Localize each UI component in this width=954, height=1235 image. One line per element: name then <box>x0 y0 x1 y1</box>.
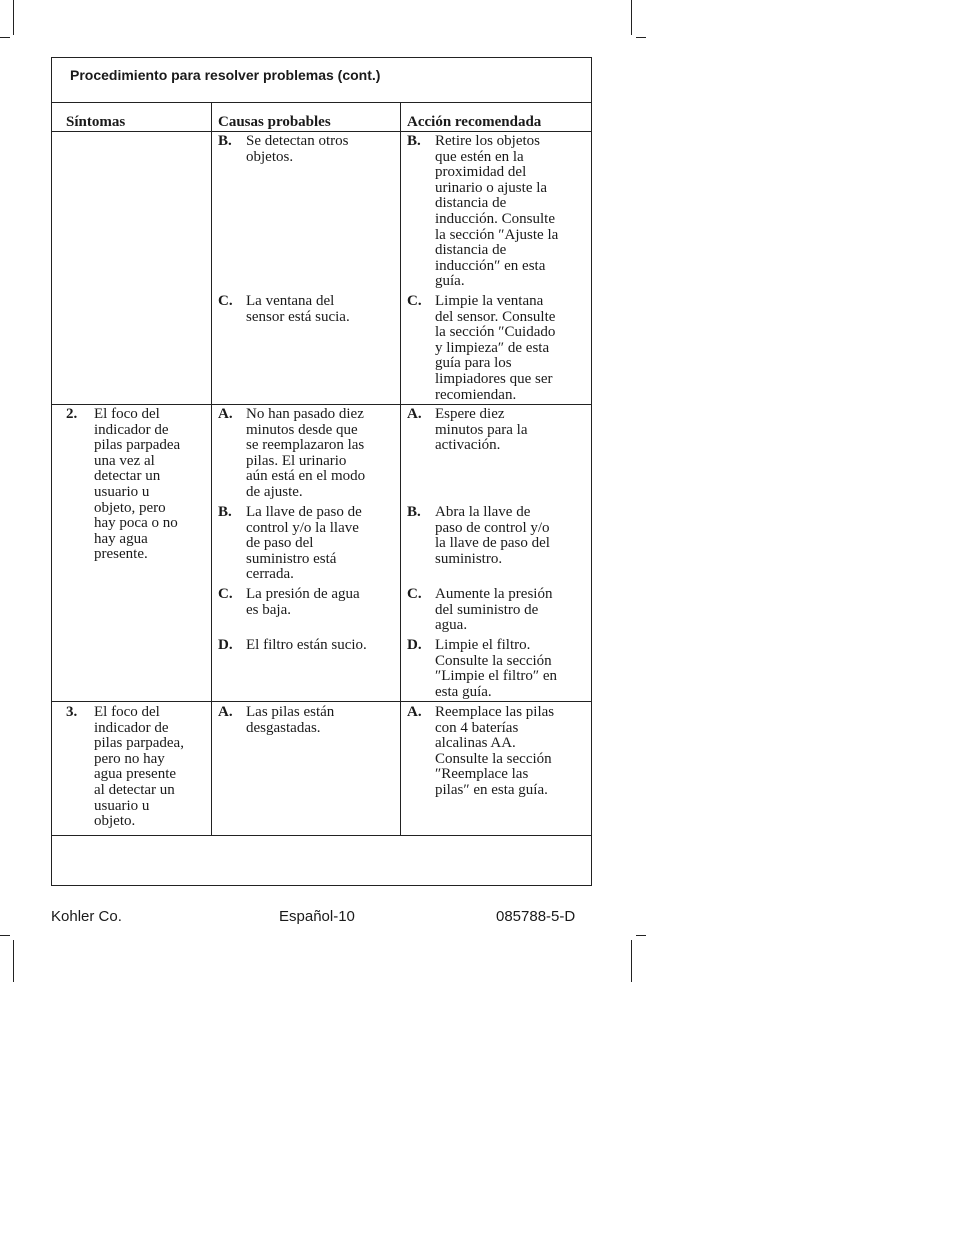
crop-mark <box>636 935 646 936</box>
symptom-number: 3. <box>66 704 78 720</box>
action-letter: B. <box>407 133 421 149</box>
cause-text: Se detectan otros objetos. <box>246 133 349 165</box>
footer-document-number: 085788-5-D <box>496 908 576 925</box>
crop-mark <box>636 37 646 38</box>
symptom-text: El foco del indicador de pilas parpadea, pero no hay agua presente al detectar un usuario u objeto. <box>94 704 184 830</box>
cause-text: La presión de agua es baja. <box>246 586 360 618</box>
crop-mark <box>631 940 632 982</box>
cause-letter: A. <box>218 704 233 720</box>
crop-mark <box>0 37 10 38</box>
cause-text: El filtro están sucio. <box>246 637 367 653</box>
cause-letter: B. <box>218 133 232 149</box>
crop-mark <box>0 935 10 936</box>
footer-page-number: Español-10 <box>279 908 355 925</box>
cause-letter: D. <box>218 637 233 653</box>
action-letter: A. <box>407 406 422 422</box>
cause-text: No han pasado diez minutos desde que se reemplazaron las pilas. El urinario aún está en el modo de ajuste. <box>246 406 366 500</box>
symptom-text: El foco del indicador de pilas parpadea una vez al detectar un usuario u objeto, pero hay poca o no hay agua presente. <box>94 406 181 563</box>
column-header-symptoms: Síntomas <box>66 114 126 130</box>
divider <box>52 835 591 836</box>
crop-mark <box>13 940 14 982</box>
column-header-actions: Acción recomendada <box>407 114 542 130</box>
cause-letter: A. <box>218 406 233 422</box>
action-text: Espere diez minutos para la activación. <box>435 406 528 454</box>
crop-mark <box>13 0 14 35</box>
table-title: Procedimiento para resolver problemas (cont.) <box>70 67 381 83</box>
divider <box>52 701 591 702</box>
action-text: Abra la llave de paso de control y/o la llave de paso del suministro. <box>435 504 550 567</box>
cause-text: La ventana del sensor está sucia. <box>246 293 350 325</box>
divider <box>52 102 591 103</box>
cause-letter: C. <box>218 586 233 602</box>
action-letter: B. <box>407 504 421 520</box>
troubleshooting-table <box>51 57 592 886</box>
action-letter: D. <box>407 637 422 653</box>
action-text: Limpie el filtro. Consulte la sección ″Limpie el filtro″ en esta guía. <box>435 637 558 700</box>
cause-letter: B. <box>218 504 232 520</box>
column-header-causes: Causas probables <box>218 114 331 130</box>
action-letter: A. <box>407 704 422 720</box>
crop-mark <box>631 0 632 35</box>
cause-text: La llave de paso de control y/o la llave de paso del suministro está cerrada. <box>246 504 362 583</box>
action-letter: C. <box>407 293 422 309</box>
divider <box>52 404 591 405</box>
cause-letter: C. <box>218 293 233 309</box>
action-text: Limpie la ventana del sensor. Consulte la sección ″Cuidado y limpieza″ de esta guía para los limpiadores que ser recomiendan. <box>435 293 556 403</box>
divider <box>52 131 591 132</box>
symptom-number: 2. <box>66 406 78 422</box>
action-text: Reemplace las pilas con 4 baterías alcalinas AA. Consulte la sección ″Reemplace las pilas″ en esta guía. <box>435 704 555 798</box>
action-letter: C. <box>407 586 422 602</box>
footer-company: Kohler Co. <box>51 908 122 925</box>
action-text: Retire los objetos que estén en la proximidad del urinario o ajuste la distancia de inducción. Consulte la sección ″Ajuste la distancia de inducción″ en esta guía. <box>435 133 559 290</box>
cause-text: Las pilas están desgastadas. <box>246 704 335 736</box>
action-text: Aumente la presión del suministro de agua. <box>435 586 553 634</box>
